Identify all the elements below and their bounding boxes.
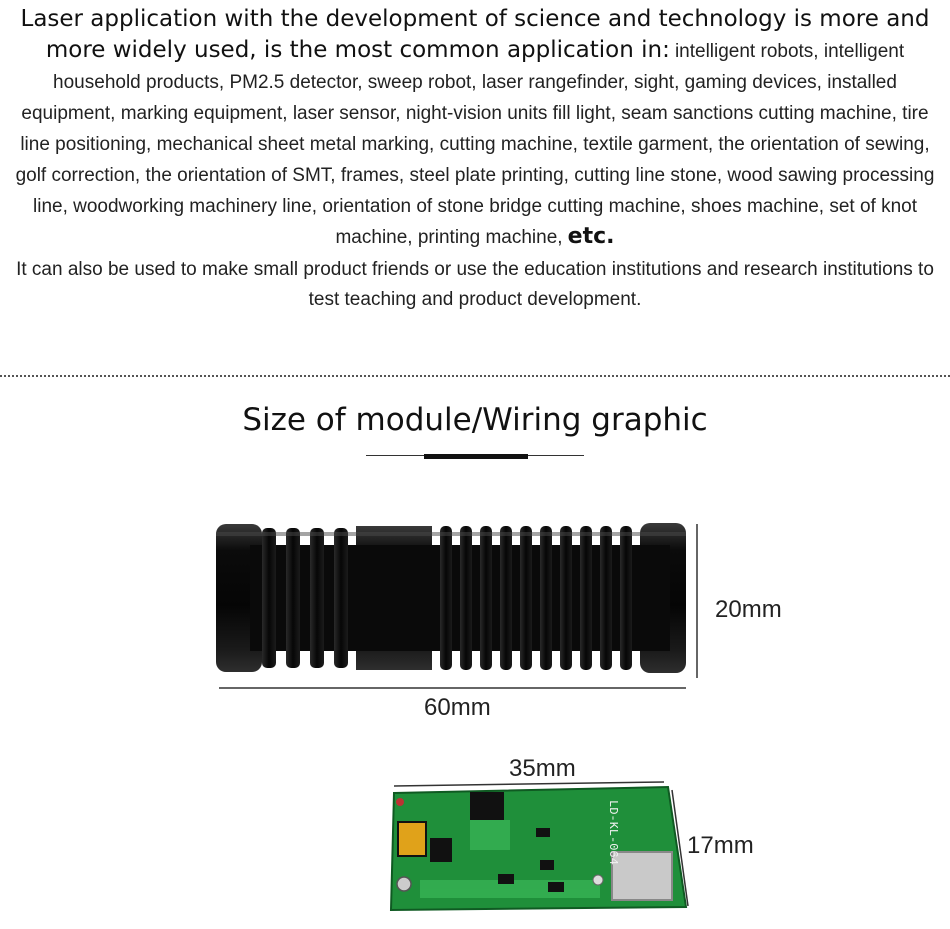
section-title: Size of module/Wiring graphic xyxy=(242,402,708,438)
pcb-height-label: 17mm xyxy=(687,832,754,859)
pcb-width-label: 35mm xyxy=(509,755,576,782)
laser-module-body xyxy=(216,523,686,673)
module-height-label: 20mm xyxy=(715,596,782,623)
pcb-silkscreen: LD-KL-064 xyxy=(606,800,620,865)
intro-extra-text: It can also be used to make small product friends or use the education institutions and research institutions to test teaching and product development. xyxy=(16,259,934,310)
module-width-label: 60mm xyxy=(424,694,491,721)
pcb-board xyxy=(391,787,686,910)
intro-body-text: intelligent robots, intelligent household products, PM2.5 detector, sweep robot, laser rangefinder, sight, gaming devices, installed equipment, marking equipment, laser sensor, night-vision units fill light, seam sanctions cutting machine, tire line positioning, mechanical sheet metal marking, cutting machine, textile garment, the orientation of sewing, golf correction, the orientation of SMT, frames, steel plate printing, cutting line stone, wood sawing processing line, woodworking machinery line, orientation of stone bridge cutting machine, shoes machine, set of knot machine, printing machine, xyxy=(15,41,935,248)
intro-etc-text: etc. xyxy=(567,224,615,249)
intro-lead-text: Laser application with the development of science and technology is more and more widely used, is the most common application in: xyxy=(20,6,930,63)
